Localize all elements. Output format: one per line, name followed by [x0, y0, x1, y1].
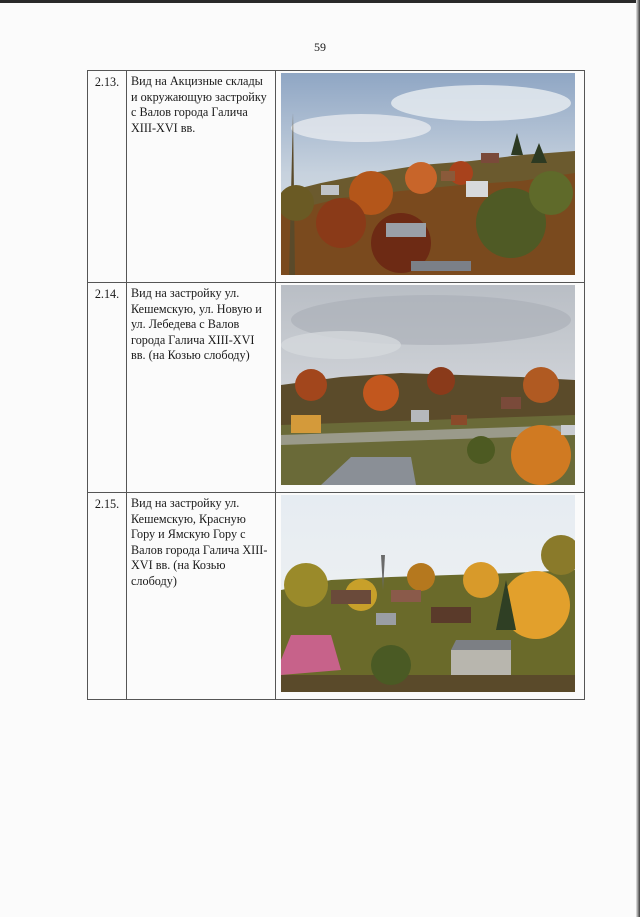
row-number: 2.15.: [88, 493, 127, 700]
row-number: 2.14.: [88, 283, 127, 493]
photo-image: [281, 495, 575, 692]
page-number: 59: [314, 40, 326, 54]
photo-image: [281, 73, 575, 275]
photo: [281, 495, 579, 692]
scan-border: [0, 0, 640, 3]
photo-table: [87, 70, 585, 700]
row-description-cell: [127, 493, 276, 700]
photo-cell: [276, 493, 585, 700]
row-description-cell: [127, 71, 276, 283]
row-description: Вид на застройку ул. Кешемскую, Красную Гору и Ямскую Гору с Валов города Галича XIII-XVI вв. (на Козью слободу): [131, 496, 268, 588]
table-row: [88, 283, 585, 493]
row-number: 2.13.: [88, 71, 127, 283]
photo-cell: [276, 71, 585, 283]
photo-cell: [276, 283, 585, 493]
table-row: [88, 493, 585, 700]
table-row: [88, 71, 585, 283]
scan-border-right: [636, 0, 640, 917]
photo: [281, 73, 579, 275]
photo-image: [281, 285, 575, 485]
row-description: Вид на застройку ул. Кешемскую, ул. Новую и ул. Лебедева с Валов города Галича XIII-XVI вв. (на Козью слободу): [131, 286, 262, 362]
photo: [281, 285, 579, 485]
row-description-cell: [127, 283, 276, 493]
row-description: Вид на Акцизные склады и окружающую застройку с Валов города Галича XIII-XVI вв.: [131, 74, 267, 135]
